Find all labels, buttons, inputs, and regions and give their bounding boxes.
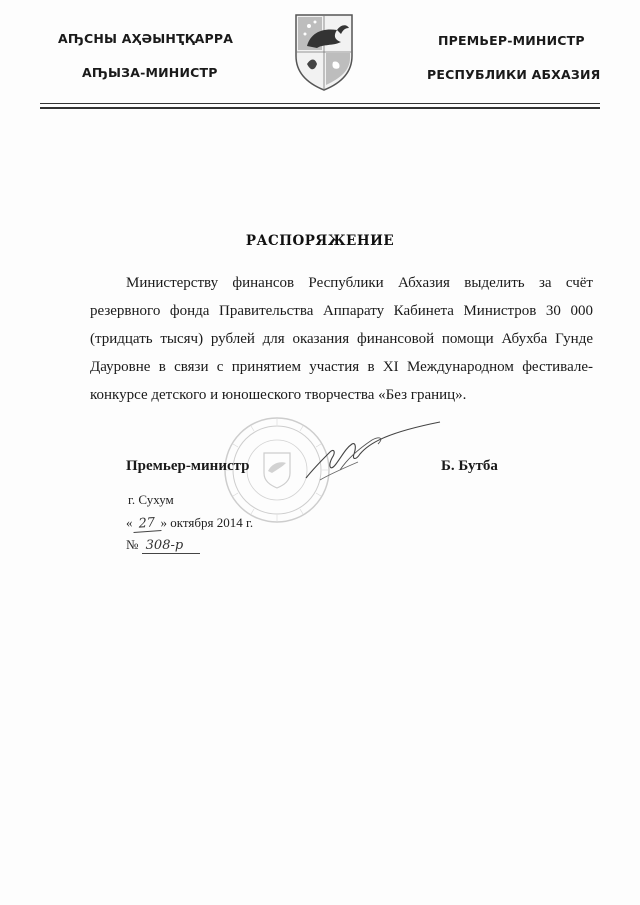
date-day-handwritten: 27 — [132, 516, 161, 533]
body-line: Министерству финансов Республики Абхазия выделить за счёт — [126, 275, 593, 291]
document-title: РАСПОРЯЖЕНИЕ — [245, 233, 395, 249]
header-left-line1: АҦСНЫ АҲӘЫНҬҚАРРА — [58, 31, 234, 46]
header-rule-thick — [40, 107, 600, 109]
signatory-role: Премьер-министр — [126, 458, 250, 474]
body-line: Дауровне в связи с принятием участия в XI Международном фестивале- — [90, 359, 593, 375]
number-value-handwritten: 308-р — [142, 539, 200, 554]
document-number — [126, 537, 200, 554]
date-open-quote: « — [126, 515, 133, 530]
issue-date — [126, 515, 253, 532]
body-line: конкурсе детского и юношеского творчества «Без границ». — [90, 387, 467, 403]
document-body — [90, 269, 593, 409]
header-left-line2: АҦЫЗА-МИНИСТР — [82, 65, 218, 80]
body-line: (тридцать тысяч) рублей для оказания финансовой помощи Абухба Гунде — [90, 331, 593, 347]
signatory-name: Б. Бутба — [441, 458, 498, 474]
header-right-line2: РЕСПУБЛИКИ АБХАЗИЯ — [427, 67, 601, 82]
header-right-line1: ПРЕМЬЕР-МИНИСТР — [438, 33, 585, 48]
handwritten-signature-icon — [300, 418, 450, 488]
body-line: резервного фонда Правительства Аппарату Кабинета Министров 30 000 — [90, 303, 593, 319]
number-prefix: № — [126, 537, 139, 552]
header-rule-thin — [40, 103, 600, 104]
issue-city: г. Сухум — [128, 492, 174, 507]
abkhazia-emblem-icon — [293, 12, 355, 92]
date-rest: » октября 2014 г. — [160, 515, 254, 530]
